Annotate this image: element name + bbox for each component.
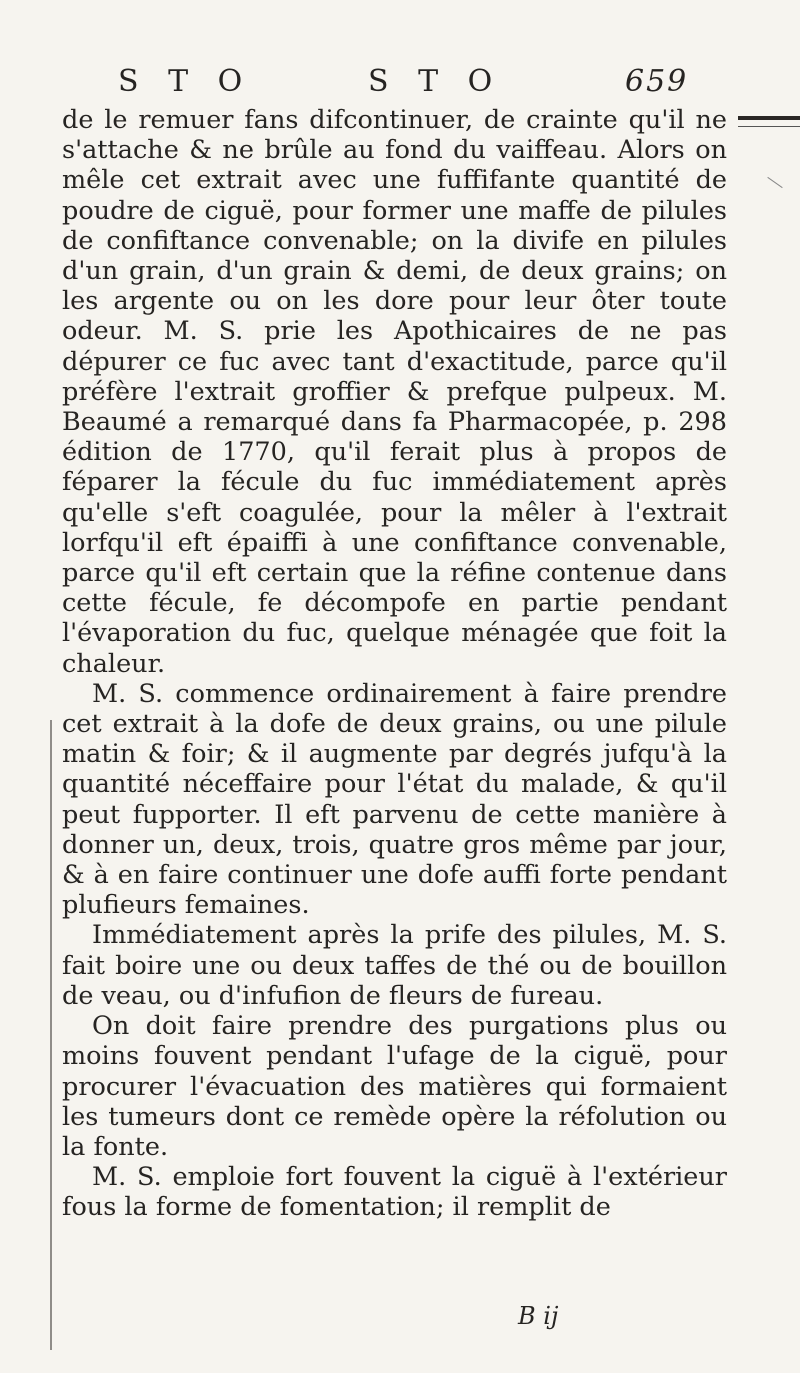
running-head-center: S T O — [368, 64, 503, 99]
paragraph-continuation: de le remuer fans difcontinuer, de crainte qu'il ne s'attache & ne brûle au fond du vaiffeau. Alors on mêle cet extrait avec une fuffifante quantité de poudre de ciguë, pour former une maffe de pilules de confiftance convenable; on la divife en pilules d'un grain, d'un grain & demi, de deux grains; on les argente ou on les dore pour leur ôter toute odeur. M. S. prie les Apothicaires de ne pas dépurer ce fuc avec tant d'exactitude, parce qu'il préfère l'extrait groffier & prefque pulpeux. M. Beaumé a remarqué dans fa Pharmacopée, p. 298 édition de 1770, qu'il ferait plus à propos de féparer la fécule du fuc immédiatement après qu'elle s'eft coagulée, pour la mêler à l'extrait lorfqu'il eft épaiffi à une confiftance convenable, parce qu'il eft certain que la réfine contenue dans cette fécule, fe décompofe en partie pendant l'évaporation du fuc, quelque ménagée que foit la chaleur. — [62, 105, 727, 679]
running-head-left: S T O — [118, 64, 253, 99]
body-text — [62, 105, 727, 1223]
paragraph: M. S. emploie fort fouvent la ciguë à l'extérieur fous la forme de fomentation; il remplit de — [62, 1162, 727, 1223]
gutter-shadow — [50, 720, 52, 1350]
page-number: 659 — [625, 64, 689, 99]
binding-mark-thin — [738, 126, 800, 127]
running-head — [0, 64, 800, 104]
binding-mark — [738, 116, 800, 120]
paragraph: M. S. commence ordinairement à faire prendre cet extrait à la dofe de deux grains, ou une pilule matin & foir; & il augmente par degrés jufqu'à la quantité néceffaire pour l'état du malade, & qu'il peut fupporter. Il eft parvenu de cette manière à donner un, deux, trois, quatre gros même par jour, & à en faire continuer une dofe auffi forte pendant plufieurs femaines. — [62, 678, 727, 921]
ink-smudge — [767, 177, 782, 188]
paragraph: On doit faire prendre des purgations plus ou moins fouvent pendant l'ufage de la ciguë, pour procurer l'évacuation des matières qui formaient les tumeurs dont ce remède opère la réfolution ou la fonte. — [62, 1011, 727, 1162]
paragraph: Immédiatement après la prife des pilules, M. S. fait boire une ou deux taffes de thé ou de bouillon de veau, ou d'infufion de fleurs de fureau. — [62, 920, 727, 1011]
signature-mark: B ij — [518, 1302, 559, 1330]
